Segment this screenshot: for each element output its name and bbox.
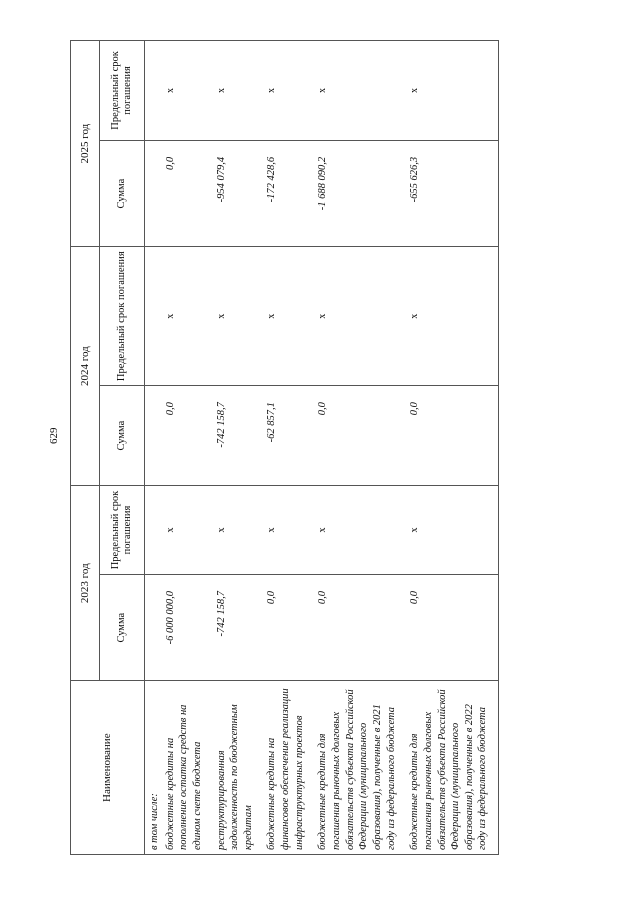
sum-2025: 0,0 <box>162 140 213 246</box>
term-2025: x <box>263 41 314 141</box>
table-row <box>213 41 264 855</box>
header-year-2023: 2023 год <box>71 486 100 681</box>
term-2023: x <box>213 486 264 575</box>
term-2023: x <box>406 486 498 575</box>
table-row <box>162 41 213 855</box>
term-2025: x <box>406 41 498 141</box>
empty-cell <box>145 575 162 681</box>
term-2024: x <box>213 247 264 386</box>
header-term-2024: Предельный срок погашения <box>100 247 145 386</box>
table-row <box>406 41 498 855</box>
row-name: бюджетные кредиты для погашения рыночных долговых обязательств субъекта Российской Федерации (муниципального образования), полученные в 2021 году из федерального бюджета <box>314 681 406 855</box>
sum-2023: -742 158,7 <box>213 575 264 681</box>
rotated-page-content <box>70 40 620 855</box>
page-number: 629 <box>48 427 60 444</box>
budget-credits-table <box>70 40 499 855</box>
sum-2023: -6 000 000,0 <box>162 575 213 681</box>
row-name: бюджетные кредиты на финансовое обеспечение реализации инфраструктурных проектов <box>263 681 314 855</box>
intro-text: в том числе: <box>145 681 162 855</box>
sum-2024: 0,0 <box>162 386 213 486</box>
empty-cell <box>145 247 162 386</box>
sum-2025: -954 079,4 <box>213 140 264 246</box>
row-name: бюджетные кредиты для погашения рыночных долговых обязательств субъекта Российской Федерации (муниципального образования), полученные в 2022 году из федерального бюджета <box>406 681 498 855</box>
sum-2024: 0,0 <box>314 386 406 486</box>
term-2024: x <box>406 247 498 386</box>
header-sum-2025: Сумма <box>100 140 145 246</box>
term-2024: x <box>263 247 314 386</box>
sum-2023: 0,0 <box>263 575 314 681</box>
table-row <box>314 41 406 855</box>
header-sum-2023: Сумма <box>100 575 145 681</box>
sum-2023: 0,0 <box>314 575 406 681</box>
header-sum-2024: Сумма <box>100 386 145 486</box>
sum-2024: -742 158,7 <box>213 386 264 486</box>
header-year-2025: 2025 год <box>71 41 100 247</box>
table-row <box>263 41 314 855</box>
header-term-2025: Предельный срок погашения <box>100 41 145 141</box>
header-name: Наименование <box>71 681 145 855</box>
term-2025: x <box>213 41 264 141</box>
sum-2024: 0,0 <box>406 386 498 486</box>
row-name: реструктурированная задолженность по бюджетным кредитам <box>213 681 264 855</box>
sum-2025: -655 626,3 <box>406 140 498 246</box>
term-2023: x <box>263 486 314 575</box>
sum-2024: -62 857,1 <box>263 386 314 486</box>
header-term-2023: Предельный срок погашения <box>100 486 145 575</box>
sum-2025: -1 688 090,2 <box>314 140 406 246</box>
header-year-2024: 2024 год <box>71 247 100 486</box>
term-2024: x <box>314 247 406 386</box>
sum-2023: 0,0 <box>406 575 498 681</box>
term-2023: x <box>162 486 213 575</box>
empty-cell <box>145 41 162 141</box>
term-2024: x <box>162 247 213 386</box>
term-2025: x <box>314 41 406 141</box>
sum-2025: -172 428,6 <box>263 140 314 246</box>
empty-cell <box>145 140 162 246</box>
row-name: бюджетные кредиты на пополнение остатка средств на едином счете бюджета <box>162 681 213 855</box>
empty-cell <box>145 486 162 575</box>
term-2023: x <box>314 486 406 575</box>
table-row-intro <box>145 41 162 855</box>
term-2025: x <box>162 41 213 141</box>
empty-cell <box>145 386 162 486</box>
